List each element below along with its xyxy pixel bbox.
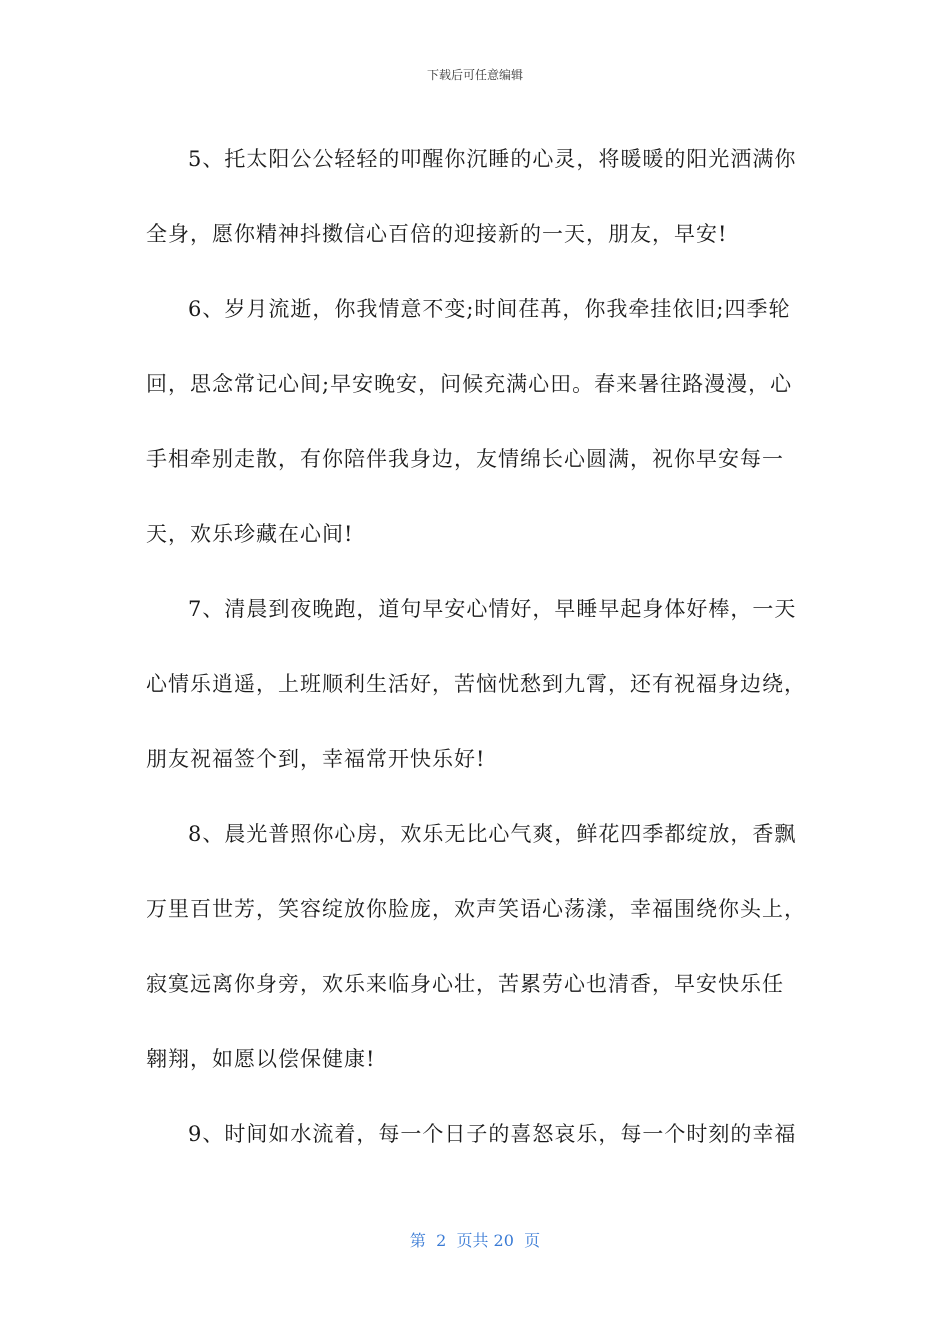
text-line: 全身，愿你精神抖擞信心百倍的迎接新的一天，朋友，早安! <box>146 222 728 246</box>
text-line: 5、托太阳公公轻轻的叩醒你沉睡的心灵，将暖暖的阳光洒满你 <box>188 147 797 171</box>
text-line: 9、时间如水流着，每一个日子的喜怒哀乐，每一个时刻的幸福 <box>188 1122 797 1146</box>
text-line: 心情乐逍遥，上班顺利生活好，苦恼忧愁到九霄，还有祝福身边绕， <box>146 672 806 696</box>
text-line: 回，思念常记心间;早安晚安，问候充满心田。春来暑往路漫漫，心 <box>146 372 793 396</box>
text-line: 天，欢乐珍藏在心间! <box>146 522 354 546</box>
text-line: 手相牵别走散，有你陪伴我身边，友情绵长心圆满，祝你早安每一 <box>146 447 784 471</box>
text-line: 翱翔，如愿以偿保健康! <box>146 1047 376 1071</box>
text-line: 6、岁月流逝，你我情意不变;时间荏苒，你我牵挂依旧;四季轮 <box>188 297 791 321</box>
document-body <box>146 122 806 1172</box>
text-line: 寂寞远离你身旁，欢乐来临身心壮，苦累劳心也清香，早安快乐任 <box>146 972 784 996</box>
page-footer: 第 2 页共 20 页 <box>409 1231 541 1250</box>
page-header: 下载后可任意编辑 <box>426 68 523 82</box>
text-line: 8、晨光普照你心房，欢乐无比心气爽，鲜花四季都绽放，香飘 <box>188 822 797 846</box>
text-line: 朋友祝福签个到，幸福常开快乐好! <box>146 747 486 771</box>
text-line: 7、清晨到夜晚跑，道句早安心情好，早睡早起身体好棒，一天 <box>188 597 797 621</box>
text-line: 万里百世芳，笑容绽放你脸庞，欢声笑语心荡漾，幸福围绕你头上， <box>146 897 806 921</box>
